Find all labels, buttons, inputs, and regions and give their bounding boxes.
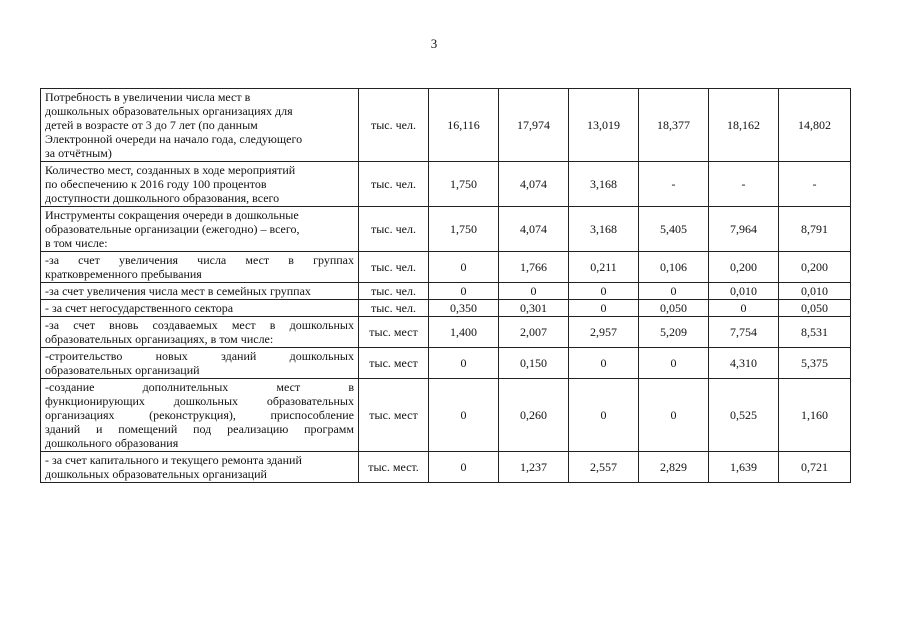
unit-cell: тыс. чел.	[359, 207, 429, 252]
unit-cell: тыс. чел.	[359, 252, 429, 283]
value-cell: 14,802	[779, 89, 851, 162]
unit-cell: тыс. мест	[359, 317, 429, 348]
row-label-line: образовательных организаций	[45, 363, 200, 377]
table-row	[41, 162, 851, 207]
row-label	[41, 162, 359, 207]
value-cell: 0	[569, 379, 639, 452]
unit-cell: тыс. мест	[359, 379, 429, 452]
value-cell: 0,050	[639, 300, 709, 317]
table-row	[41, 379, 851, 452]
value-cell: 8,791	[779, 207, 851, 252]
value-cell: 0,211	[569, 252, 639, 283]
row-label-line: Количество мест, созданных в ходе мероприятий	[45, 163, 296, 177]
table-row	[41, 300, 851, 317]
value-cell: 1,400	[429, 317, 499, 348]
value-cell: 0,106	[639, 252, 709, 283]
row-label	[41, 379, 359, 452]
value-cell: 0,350	[429, 300, 499, 317]
row-label-line: Электронной очереди на начало года, следующего	[45, 132, 303, 146]
table-row	[41, 89, 851, 162]
row-label-line: в том числе:	[45, 236, 108, 250]
data-table	[40, 88, 851, 483]
row-label	[41, 252, 359, 283]
value-cell: 0,525	[709, 379, 779, 452]
value-cell: 0,200	[709, 252, 779, 283]
value-cell: 0	[429, 252, 499, 283]
row-label-line: кратковременного пребывания	[45, 267, 202, 281]
row-label	[41, 452, 359, 483]
value-cell: 0	[569, 283, 639, 300]
row-label-line: детей в возрасте от 3 до 7 лет (по данным	[45, 118, 258, 132]
value-cell: 0,301	[499, 300, 569, 317]
value-cell: 0,010	[709, 283, 779, 300]
value-cell: 0	[499, 283, 569, 300]
unit-cell: тыс. чел.	[359, 300, 429, 317]
value-cell: -	[709, 162, 779, 207]
value-cell: -	[779, 162, 851, 207]
value-cell: 1,160	[779, 379, 851, 452]
row-label	[41, 89, 359, 162]
value-cell: 0	[569, 300, 639, 317]
value-cell: 4,310	[709, 348, 779, 379]
value-cell: 0	[429, 348, 499, 379]
row-label-line: образовательные организации (ежегодно) – всего,	[45, 222, 300, 236]
row-label-line: -за счет вновь создаваемых мест в дошкольных	[45, 318, 354, 332]
value-cell: 0,200	[779, 252, 851, 283]
value-cell: 5,209	[639, 317, 709, 348]
value-cell: 17,974	[499, 89, 569, 162]
value-cell: 3,168	[569, 207, 639, 252]
value-cell: 16,116	[429, 89, 499, 162]
value-cell: 0,260	[499, 379, 569, 452]
value-cell: 0	[709, 300, 779, 317]
row-label-line: дошкольных образовательных организациях для	[45, 104, 293, 118]
value-cell: 0	[639, 348, 709, 379]
value-cell: 1,750	[429, 162, 499, 207]
row-label	[41, 317, 359, 348]
value-cell: 8,531	[779, 317, 851, 348]
row-label-line: дошкольного образования	[45, 436, 179, 450]
page-number: 3	[430, 36, 438, 51]
value-cell: 0	[429, 452, 499, 483]
value-cell: 5,405	[639, 207, 709, 252]
value-cell: 0,721	[779, 452, 851, 483]
value-cell: 3,168	[569, 162, 639, 207]
row-label-line: по обеспечению к 2016 году 100 процентов	[45, 177, 267, 191]
value-cell: 0,010	[779, 283, 851, 300]
unit-cell: тыс. чел.	[359, 89, 429, 162]
row-label	[41, 300, 359, 317]
row-label-line: функционирующих дошкольных образовательных	[45, 394, 354, 408]
value-cell: 4,074	[499, 162, 569, 207]
value-cell: 2,829	[639, 452, 709, 483]
value-cell: 4,074	[499, 207, 569, 252]
value-cell: -	[639, 162, 709, 207]
value-cell: 0,050	[779, 300, 851, 317]
value-cell: 0	[429, 283, 499, 300]
table-row	[41, 348, 851, 379]
value-cell: 1,237	[499, 452, 569, 483]
row-label-line: Инструменты сокращения очереди в дошкольные	[45, 208, 299, 222]
value-cell: 7,754	[709, 317, 779, 348]
row-label-line: дошкольных образовательных организаций	[45, 467, 267, 481]
row-label-line: зданий и помещений под реализацию программ	[45, 422, 354, 436]
value-cell: 0	[639, 283, 709, 300]
value-cell: 18,377	[639, 89, 709, 162]
row-label-line: Потребность в увеличении числа мест в	[45, 90, 251, 104]
row-label-line: -за счет увеличения числа мест в группах	[45, 253, 354, 267]
value-cell: 2,557	[569, 452, 639, 483]
unit-cell: тыс. чел.	[359, 283, 429, 300]
value-cell: 18,162	[709, 89, 779, 162]
row-label-line: доступности дошкольного образования, всего	[45, 191, 280, 205]
row-label	[41, 348, 359, 379]
value-cell: 0	[429, 379, 499, 452]
value-cell: 5,375	[779, 348, 851, 379]
table-row	[41, 252, 851, 283]
row-label-line: -строительство новых зданий дошкольных	[45, 349, 354, 363]
table-row	[41, 283, 851, 300]
value-cell: 1,750	[429, 207, 499, 252]
unit-cell: тыс. чел.	[359, 162, 429, 207]
unit-cell: тыс. мест	[359, 348, 429, 379]
table-row	[41, 452, 851, 483]
table-row	[41, 207, 851, 252]
value-cell: 2,957	[569, 317, 639, 348]
row-label	[41, 207, 359, 252]
row-label-line: -за счет увеличения числа мест в семейных группах	[45, 284, 311, 298]
table-row	[41, 317, 851, 348]
row-label-line: за отчётным)	[45, 146, 112, 160]
row-label-line: - за счет капитального и текущего ремонта зданий	[45, 453, 302, 467]
row-label-line: организациях (реконструкция), приспособление	[45, 408, 354, 422]
value-cell: 1,639	[709, 452, 779, 483]
row-label-line: -создание дополнительных мест в	[45, 380, 354, 394]
value-cell: 1,766	[499, 252, 569, 283]
value-cell: 0	[639, 379, 709, 452]
value-cell: 13,019	[569, 89, 639, 162]
row-label	[41, 283, 359, 300]
value-cell: 2,007	[499, 317, 569, 348]
value-cell: 0,150	[499, 348, 569, 379]
value-cell: 0	[569, 348, 639, 379]
value-cell: 7,964	[709, 207, 779, 252]
row-label-line: - за счет негосударственного сектора	[45, 301, 234, 315]
unit-cell: тыс. мест.	[359, 452, 429, 483]
row-label-line: образовательных организациях, в том числе:	[45, 332, 274, 346]
